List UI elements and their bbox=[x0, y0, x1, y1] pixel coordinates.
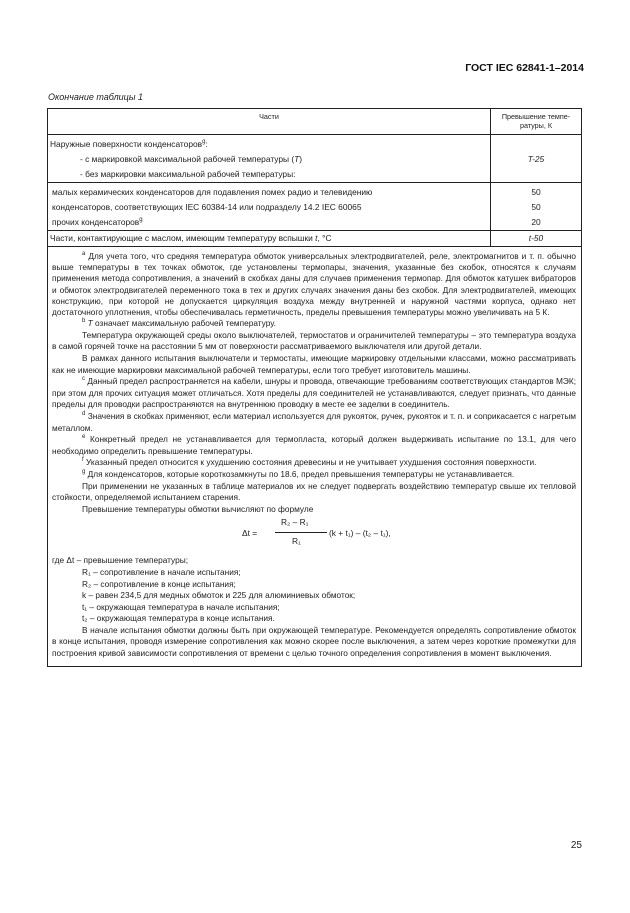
row-label: конденсаторов, соответствующих IEC 60384-14 или подразделу 14.2 IEC 60065 bbox=[52, 202, 362, 212]
formula-denominator: R₁ bbox=[292, 536, 301, 547]
row-value: T-25 bbox=[527, 154, 545, 164]
materials-paragraph: При применении не указанных в таблице материалов их не следует подвергать воздействию температур свыше их тепловой стойкости, определяемой испытанием старения. bbox=[52, 480, 576, 503]
note-d: $^d$ Значения в скобках применяют, если материал используется для рукояток, ручек, рукояток и т. п. и соприкасается с нагретым металлом. bbox=[52, 410, 576, 433]
header-temperature: Превышение темпе-ратуры, К bbox=[491, 109, 582, 135]
formula-numerator: R₂ – R₁ bbox=[281, 517, 309, 528]
note-b-paragraph: В рамках данного испытания выключатели и термостаты, имеющие маркировку отдельными классами, можно рассматривать как не имеющие маркировки максимальной рабочей температуры, если того требует изготовитель машины. bbox=[52, 353, 576, 375]
note-g: $^g$ Для конденсаторов, которые короткозамкнуты по 18.6, предел превышения температуры не устанавливается. bbox=[82, 468, 515, 479]
note-c: $^c$ Данный предел распространяется на кабели, шнуры и провода, отвечающие требованиям соответствующих стандартов МЭК; при этом для прочих ситуация может отличаться. Хотя пределы для соединителей не устанавливаются, следует признать, что данные пределы для проводки распространяются на внутреннюю проводку в месте ее заделки в соединитель. bbox=[52, 376, 576, 410]
temperature-rise-formula bbox=[52, 515, 576, 555]
formula-rest: (k + t₁) – (t₂ – t₁), bbox=[329, 528, 391, 539]
definition-item: t₁ – окружающая температура в начале испытания; bbox=[82, 601, 280, 612]
temperature-table bbox=[47, 108, 582, 667]
where-line: где Δt – превышение температуры; bbox=[52, 555, 188, 566]
table-row bbox=[48, 183, 582, 231]
note-e: $^e$ Конкретный предел не устанавливается для термопласта, который должен выдерживать испытание по 13.1, для чего необходимо определить превышение температуры. bbox=[52, 434, 576, 456]
table-caption: Окончание таблицы 1 bbox=[48, 92, 143, 102]
formula-intro: Превышение температуры обмотки вычисляют по формуле bbox=[82, 503, 314, 514]
row-value: 20 bbox=[531, 217, 541, 227]
value-cell bbox=[491, 183, 582, 231]
value-cell bbox=[491, 135, 582, 183]
row-value: 50 bbox=[531, 202, 541, 212]
header-parts: Части bbox=[48, 109, 491, 135]
row-label: - без маркировки максимальной рабочей температуры: bbox=[80, 169, 296, 179]
definition-item: R₁ – сопротивление в начале испытания; bbox=[82, 566, 241, 577]
row-value bbox=[491, 137, 581, 152]
row-value: t-50 bbox=[528, 233, 544, 243]
definition-item: k – равен 234,5 для медных обмоток и 225 для алюминиевых обмоток; bbox=[82, 590, 356, 601]
table-header-row bbox=[48, 109, 582, 135]
parts-cell bbox=[48, 183, 491, 231]
note-b-paragraph: Температура окружающей среды около выключателей, термостатов и ограничителей температуры – это температура воздуха в самой горячей точке на расстоянии 5 мм от поверхности рассматриваемого выключателя или другой детали. bbox=[52, 329, 576, 352]
row-label: Части, контактирующие с маслом, имеющим температуру вспышки t, °С bbox=[50, 233, 332, 243]
parts-cell bbox=[48, 231, 491, 247]
note-b: $^b$ T означает максимальную рабочей температуру. bbox=[82, 318, 276, 329]
note-f: $^f$ Указанный предел относится к ухудшению состояния древесины и не учитывает ухудшения состояния поверхности. bbox=[82, 457, 537, 468]
note-a: $^a$ Для учета того, что средняя температура обмоток универсальных электродвигателей, реле, электромагнитов и т. п. обычно выше температуры в тех точках обмоток, где установлены термопары, значения, указанные без скобок, относятся к случаям применения метода сопротивления, а значений в скобках даны для случаев применения термопар. Для обмоток катушек вибраторов и обмоток электродвигателей переменного тока в тех и других случаях значения даны без скобок. Для электродвигателей, имеющих конструкцию, при которой не допускается циркуляция воздуха между внутренней и наружной частями корпуса, однако нет достаточного уплотнения, чтобы обеспечивалась герметичность, пределы превышения температуры можно увеличивать на 5 К. bbox=[52, 251, 576, 318]
value-cell bbox=[491, 231, 582, 247]
row-label: прочих конденсаторов$^g$ bbox=[52, 217, 143, 227]
row-label: Наружные поверхности конденсаторов$^g$: bbox=[50, 139, 208, 149]
table-notes bbox=[48, 247, 582, 667]
row-label: - с маркировкой максимальной рабочей температуры (T) bbox=[80, 154, 303, 164]
row-value bbox=[491, 167, 581, 182]
page-number: 25 bbox=[570, 840, 582, 851]
table-row bbox=[48, 231, 582, 247]
definition-item: R₂ – сопротивление в конце испытания; bbox=[82, 578, 236, 589]
document-id: ГОСТ IEC 62841-1–2014 bbox=[465, 62, 584, 74]
row-label: малых керамических конденсаторов для подавления помех радио и телевидению bbox=[52, 187, 373, 197]
row-value: 50 bbox=[531, 187, 541, 197]
formula-lhs: Δt = bbox=[242, 528, 258, 539]
definition-item: t₂ – окружающая температура в конце испытания. bbox=[82, 613, 275, 624]
notes-row bbox=[48, 247, 582, 667]
final-paragraph: В начале испытания обмотки должны быть при окружающей температуре. Рекомендуется определять сопротивление обмоток в конце испытания, проводя измерение сопротивления как можно скорее после выключения, а затем через короткие промежутки для построения кривой зависимости сопротивления от времени с целью точного определения сопротивления в момент выключения. bbox=[52, 624, 576, 659]
fraction-bar bbox=[275, 532, 327, 533]
parts-cell bbox=[48, 135, 491, 183]
table-row bbox=[48, 135, 582, 183]
